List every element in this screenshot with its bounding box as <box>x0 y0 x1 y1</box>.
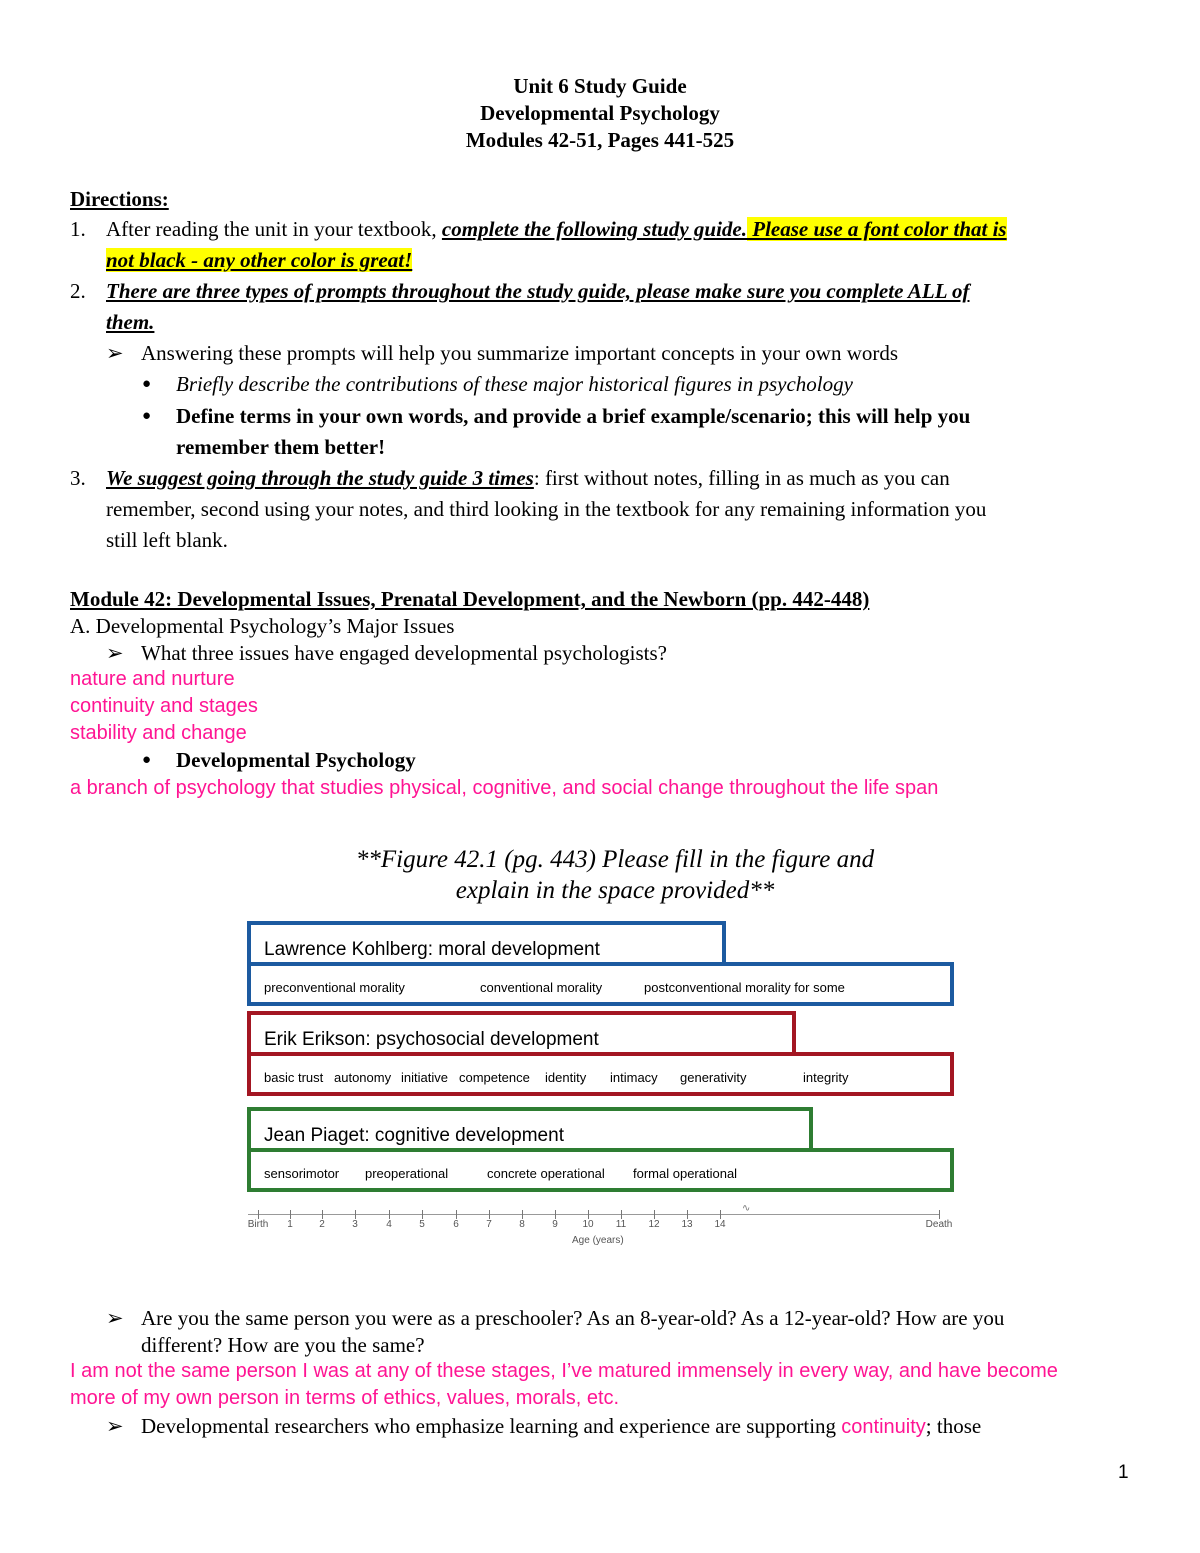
erikson-stage-8: integrity <box>803 1070 849 1085</box>
direction-1-highlight-a: Please use a font color that is <box>747 217 1007 241</box>
age-axis-title: Age (years) <box>572 1235 624 1246</box>
direction-2-line-2: them. <box>106 310 155 334</box>
age-axis-tick <box>322 1210 323 1219</box>
answer-same-person-line-1: I am not the same person I was at any of these stages, I’ve matured immensely in every way, and have become <box>70 1360 1058 1382</box>
age-axis-tick <box>720 1210 721 1219</box>
age-axis-tick <box>939 1210 940 1219</box>
age-axis-tick-label: Birth <box>247 1219 269 1230</box>
axis-break-icon: ∿ <box>742 1203 751 1214</box>
arrow-icon: ➢ <box>106 341 124 365</box>
age-axis-tick <box>355 1210 356 1219</box>
erikson-stage-5: identity <box>545 1070 587 1085</box>
direction-1-line-2 <box>106 247 412 273</box>
direction-1-bold: complete the following study guide. <box>441 217 747 241</box>
erikson-stage-2: autonomy <box>334 1070 392 1085</box>
erikson-stage-4: competence <box>459 1070 530 1085</box>
erikson-stage-6: intimacy <box>610 1070 658 1085</box>
arrow-icon: ➢ <box>106 1306 124 1330</box>
direction-1-plain: After reading the unit in your textbook, <box>106 217 442 241</box>
direction-2-number: 2. <box>70 279 86 303</box>
age-axis-tick <box>290 1210 291 1219</box>
direction-1-line-1 <box>106 216 1007 242</box>
erikson-title: Erik Erikson: psychosocial development <box>264 1029 599 1050</box>
erikson-stage-3: initiative <box>401 1070 448 1085</box>
age-axis-tick-label: 5 <box>419 1219 425 1230</box>
continuity-answer: continuity <box>841 1416 926 1438</box>
age-axis-tick-label: 14 <box>714 1219 726 1230</box>
kohlberg-title-box <box>247 921 726 967</box>
age-axis-tick <box>654 1210 655 1219</box>
piaget-stage-1: sensorimotor <box>264 1166 340 1181</box>
kohlberg-title: Lawrence Kohlberg: moral development <box>264 939 600 960</box>
directions-label: Directions: <box>70 187 169 211</box>
erikson-stage-1: basic trust <box>264 1070 324 1085</box>
bullet-icon: ● <box>142 408 152 424</box>
age-axis-tick-label: 10 <box>582 1219 594 1230</box>
piaget-title-box <box>247 1107 813 1153</box>
answer-same-person-line-2: more of my own person in terms of ethics, values, morals, etc. <box>70 1387 620 1409</box>
piaget-title: Jean Piaget: cognitive development <box>264 1125 564 1146</box>
direction-2-line-1: There are three types of prompts throughout the study guide, please make sure you complete ALL of <box>106 279 970 303</box>
title-line-2: Developmental Psychology <box>480 101 720 125</box>
erikson-stage-7: generativity <box>680 1070 747 1085</box>
question-same-person-line-2: different? How are you the same? <box>141 1333 425 1357</box>
answer-definition: a branch of psychology that studies physical, cognitive, and social change throughout the life span <box>70 777 939 799</box>
piaget-stage-4: formal operational <box>633 1166 738 1181</box>
direction-3-line-3: still left blank. <box>106 528 228 552</box>
age-axis-tick <box>456 1210 457 1219</box>
piaget-stages-box <box>247 1148 954 1192</box>
answer-stability-change: stability and change <box>70 722 247 744</box>
direction-3-bold: We suggest going through the study guide 3 times <box>106 466 534 490</box>
bullet-icon: ● <box>142 376 152 392</box>
title-line-3: Modules 42-51, Pages 441-525 <box>465 128 735 152</box>
continuity-question-pre: Developmental researchers who emphasize learning and experience are supporting <box>141 1414 842 1438</box>
answer-continuity-stages: continuity and stages <box>70 695 258 717</box>
kohlberg-stage-3: postconventional morality for some <box>644 980 845 995</box>
age-axis-tick <box>422 1210 423 1219</box>
bullet-2-line-2: remember them better! <box>176 435 386 459</box>
figure-caption-line-1: **Figure 42.1 (pg. 443) Please fill in the figure and <box>355 846 875 873</box>
term-developmental-psychology: Developmental Psychology <box>176 748 416 772</box>
direction-3-number: 3. <box>70 466 86 490</box>
module-42-title: Module 42: Developmental Issues, Prenatal Development, and the Newborn (pp. 442-448) <box>70 587 870 611</box>
direction-3-line-1 <box>106 465 950 491</box>
direction-3-rest: : first without notes, filling in as much as you can <box>533 466 950 490</box>
kohlberg-stage-1: preconventional morality <box>264 980 405 995</box>
age-axis-tick <box>258 1210 259 1219</box>
age-axis-tick-label: 12 <box>648 1219 660 1230</box>
age-axis-tick-label: 4 <box>386 1219 392 1230</box>
age-axis-tick <box>588 1210 589 1219</box>
age-axis-tick-label: 7 <box>486 1219 492 1230</box>
age-axis-tick-label: 11 <box>615 1219 627 1230</box>
age-axis-tick-label: 2 <box>319 1219 325 1230</box>
age-axis-tick-label: Death <box>925 1219 953 1230</box>
bullet-2-line-1: Define terms in your own words, and provide a brief example/scenario; this will help you <box>176 404 971 428</box>
direction-1-number: 1. <box>70 217 86 241</box>
prompt-arrow-text: Answering these prompts will help you summarize important concepts in your own words <box>141 341 899 365</box>
question-continuity <box>141 1413 981 1440</box>
age-axis-tick-label: 9 <box>552 1219 558 1230</box>
age-axis-tick <box>522 1210 523 1219</box>
age-axis-tick <box>621 1210 622 1219</box>
erikson-stages-box <box>247 1052 954 1096</box>
age-axis-tick <box>389 1210 390 1219</box>
bullet-1-text: Briefly describe the contributions of these major historical figures in psychology <box>176 372 853 396</box>
title-line-1: Unit 6 Study Guide <box>513 74 687 98</box>
age-axis-tick-label: 8 <box>519 1219 525 1230</box>
figure-caption-line-2: explain in the space provided** <box>455 877 775 904</box>
question-three-issues: What three issues have engaged developmental psychologists? <box>141 641 668 665</box>
piaget-stage-2: preoperational <box>365 1166 449 1181</box>
arrow-icon: ➢ <box>106 641 124 665</box>
section-a-heading: A. Developmental Psychology’s Major Issues <box>70 614 455 638</box>
answer-nature-nurture: nature and nurture <box>70 668 235 690</box>
arrow-icon: ➢ <box>106 1414 124 1438</box>
direction-3-line-2: remember, second using your notes, and third looking in the textbook for any remaining information you <box>106 497 987 521</box>
page-number: 1 <box>1118 1462 1129 1483</box>
age-axis-line <box>248 1214 939 1215</box>
direction-1-highlight-b: not black - any other color is great! <box>106 248 413 272</box>
question-same-person-line-1: Are you the same person you were as a preschooler? As an 8-year-old? As a 12-year-old? How are you <box>141 1306 1005 1330</box>
continuity-question-post: ; those <box>925 1414 982 1438</box>
age-axis-tick-label: 13 <box>681 1219 693 1230</box>
kohlberg-stages-box <box>247 962 954 1006</box>
age-axis-tick-label: 1 <box>287 1219 293 1230</box>
age-axis-tick-label: 3 <box>352 1219 358 1230</box>
age-axis-tick <box>687 1210 688 1219</box>
piaget-stage-3: concrete operational <box>487 1166 605 1181</box>
erikson-title-box <box>247 1011 796 1057</box>
age-axis-tick-label: 6 <box>453 1219 459 1230</box>
age-axis-tick <box>555 1210 556 1219</box>
age-axis-tick <box>489 1210 490 1219</box>
bullet-icon: ● <box>142 752 152 768</box>
kohlberg-stage-2: conventional morality <box>480 980 603 995</box>
